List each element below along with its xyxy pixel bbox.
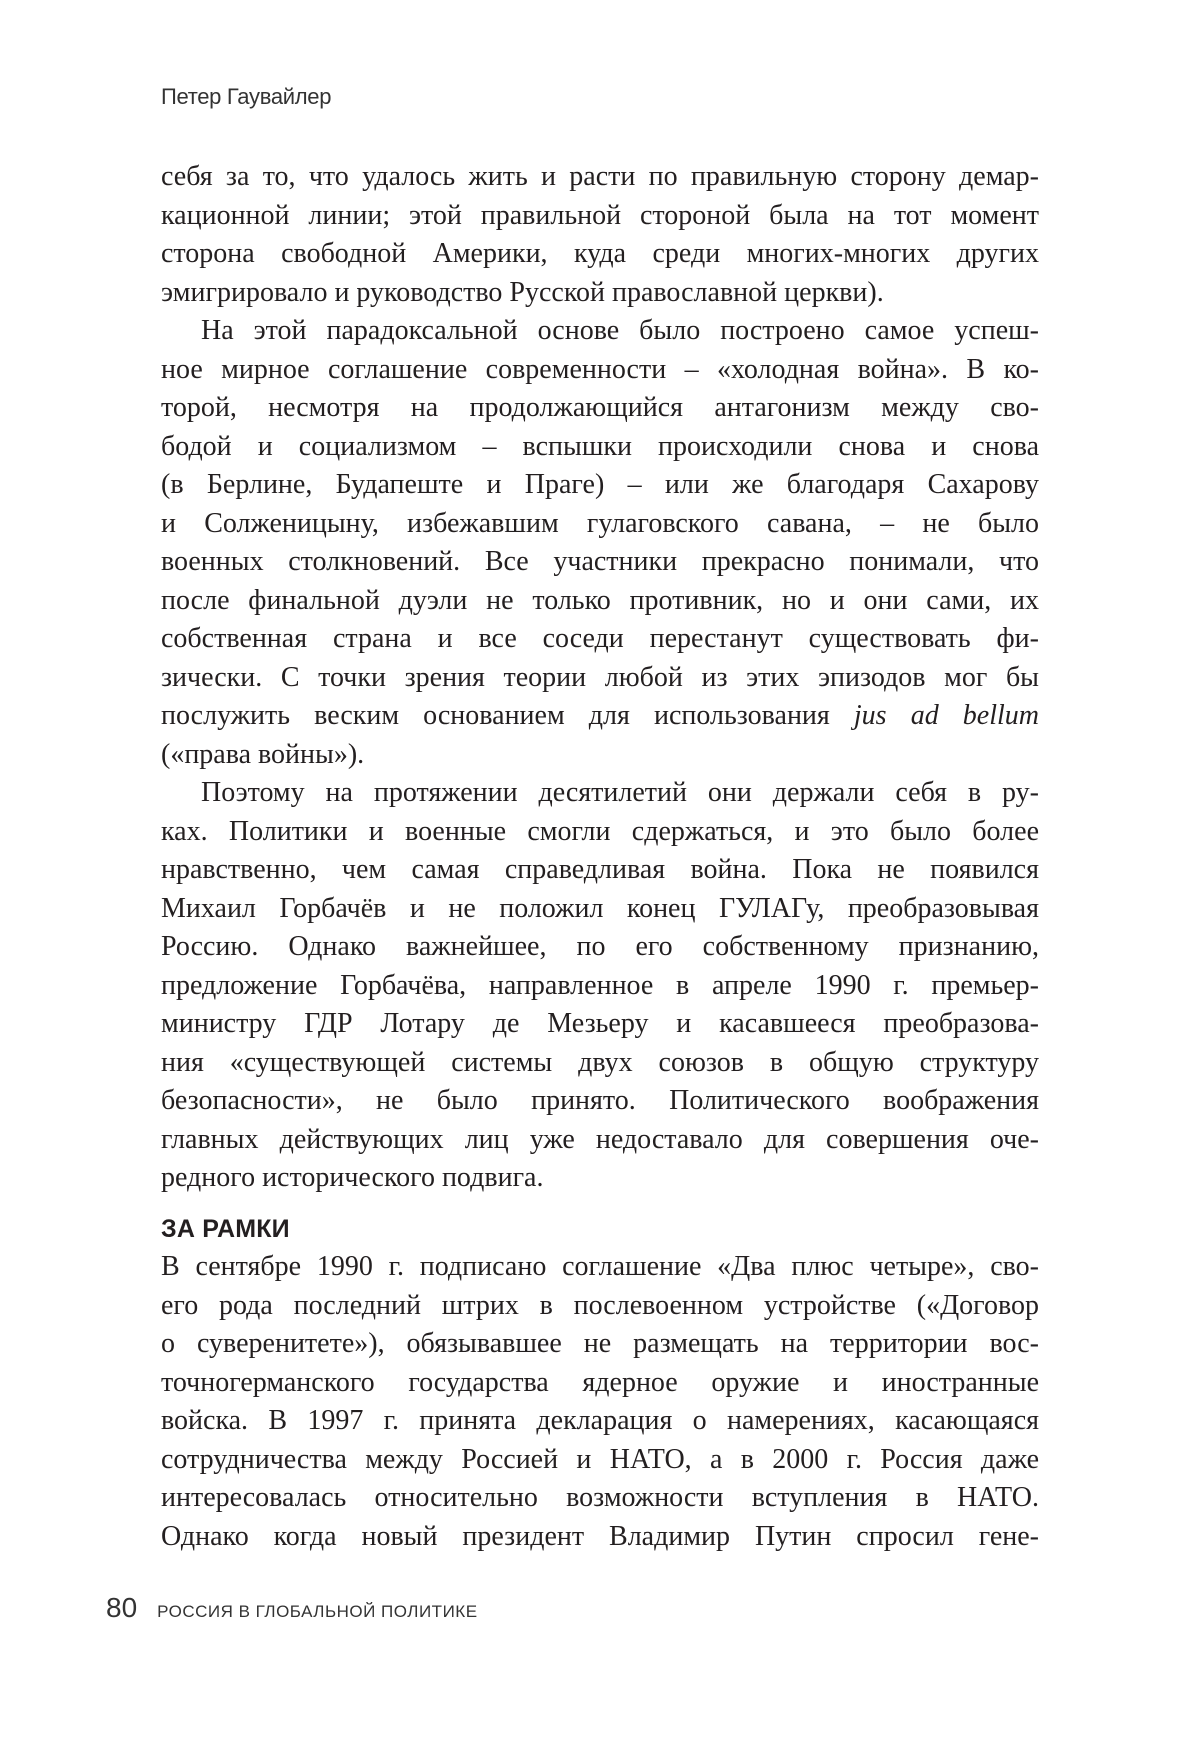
text-line: зически. С точки зрения теории любой из этих эпизодов мог бы: [161, 659, 1039, 698]
paragraph: [161, 158, 1039, 312]
text-line: эмигрировало и руководство Русской православной церкви).: [161, 274, 1039, 313]
page-footer: [106, 1592, 478, 1624]
paragraph: [161, 1248, 1039, 1556]
text-line: В сентябре 1990 г. подписано соглашение «Два плюс четыре», сво-: [161, 1248, 1039, 1287]
text-line: (в Берлине, Будапеште и Праге) – или же благодаря Сахарову: [161, 466, 1039, 505]
text-line: («права войны»).: [161, 736, 1039, 775]
text-line: интересовалась относительно возможности вступления в НАТО.: [161, 1479, 1039, 1518]
text-line: бодой и социализмом – вспышки происходили снова и снова: [161, 428, 1039, 467]
text-line: после финальной дуэли не только противник, но и они сами, их: [161, 582, 1039, 621]
text-line: торой, несмотря на продолжающийся антагонизм между сво-: [161, 389, 1039, 428]
text-line: о суверенитете»), обязывавшее не размещать на территории вос-: [161, 1325, 1039, 1364]
text-line: войска. В 1997 г. принята декларация о намерениях, касающаяся: [161, 1402, 1039, 1441]
text-line: собственная страна и все соседи перестанут существовать фи-: [161, 620, 1039, 659]
paragraph: [161, 774, 1039, 1198]
text-line: главных действующих лиц уже недоставало для совершения оче-: [161, 1121, 1039, 1160]
paragraph: [161, 312, 1039, 774]
text-line: его рода последний штрих в послевоенном устройстве («Договор: [161, 1287, 1039, 1326]
text-line: военных столкновений. Все участники прекрасно понимали, что: [161, 543, 1039, 582]
text-line: ках. Политики и военные смогли сдержаться, и это было более: [161, 813, 1039, 852]
text-line: редного исторического подвига.: [161, 1159, 1039, 1198]
text-line: ное мирное соглашение современности – «холодная война». В ко-: [161, 351, 1039, 390]
page-number: 80: [106, 1592, 137, 1624]
text-line: предложение Горбачёва, направленное в апреле 1990 г. премьер-: [161, 967, 1039, 1006]
text-line: министру ГДР Лотару де Мезьеру и касавшееся преобразова-: [161, 1005, 1039, 1044]
section-heading: ЗА РАМКИ: [161, 1210, 1039, 1249]
text-line: Россию. Однако важнейшее, по его собственному признанию,: [161, 928, 1039, 967]
text-line: сторона свободной Америки, куда среди многих-многих других: [161, 235, 1039, 274]
text-line: кационной линии; этой правильной стороной была на тот момент: [161, 197, 1039, 236]
text-line: себя за то, что удалось жить и расти по правильную сторону демар-: [161, 158, 1039, 197]
text-line: нравственно, чем самая справедливая война. Пока не появился: [161, 851, 1039, 890]
text-line: ния «существующей системы двух союзов в общую структуру: [161, 1044, 1039, 1083]
italic-term: jus ad bellum: [854, 700, 1039, 731]
running-head-author: Петер Гаувайлер: [161, 84, 331, 110]
text-line: На этой парадоксальной основе было построено самое успеш-: [161, 312, 1039, 351]
text-line: безопасности», не было принято. Политического воображения: [161, 1082, 1039, 1121]
text-line: послужить веским основанием для использования jus ad bellum: [161, 697, 1039, 736]
text-line: Однако когда новый президент Владимир Путин спросил гене-: [161, 1518, 1039, 1557]
text-line: точногерманского государства ядерное оружие и иностранные: [161, 1364, 1039, 1403]
text-line: и Солженицыну, избежавшим гулаговского савана, – не было: [161, 505, 1039, 544]
text-line: сотрудничества между Россией и НАТО, а в 2000 г. Россия даже: [161, 1441, 1039, 1480]
book-title: РОССИЯ В ГЛОБАЛЬНОЙ ПОЛИТИКЕ: [157, 1602, 477, 1622]
text-line: Михаил Горбачёв и не положил конец ГУЛАГу, преобразовывая: [161, 890, 1039, 929]
text-line: Поэтому на протяжении десятилетий они держали себя в ру-: [161, 774, 1039, 813]
body-text: [161, 158, 1039, 1556]
